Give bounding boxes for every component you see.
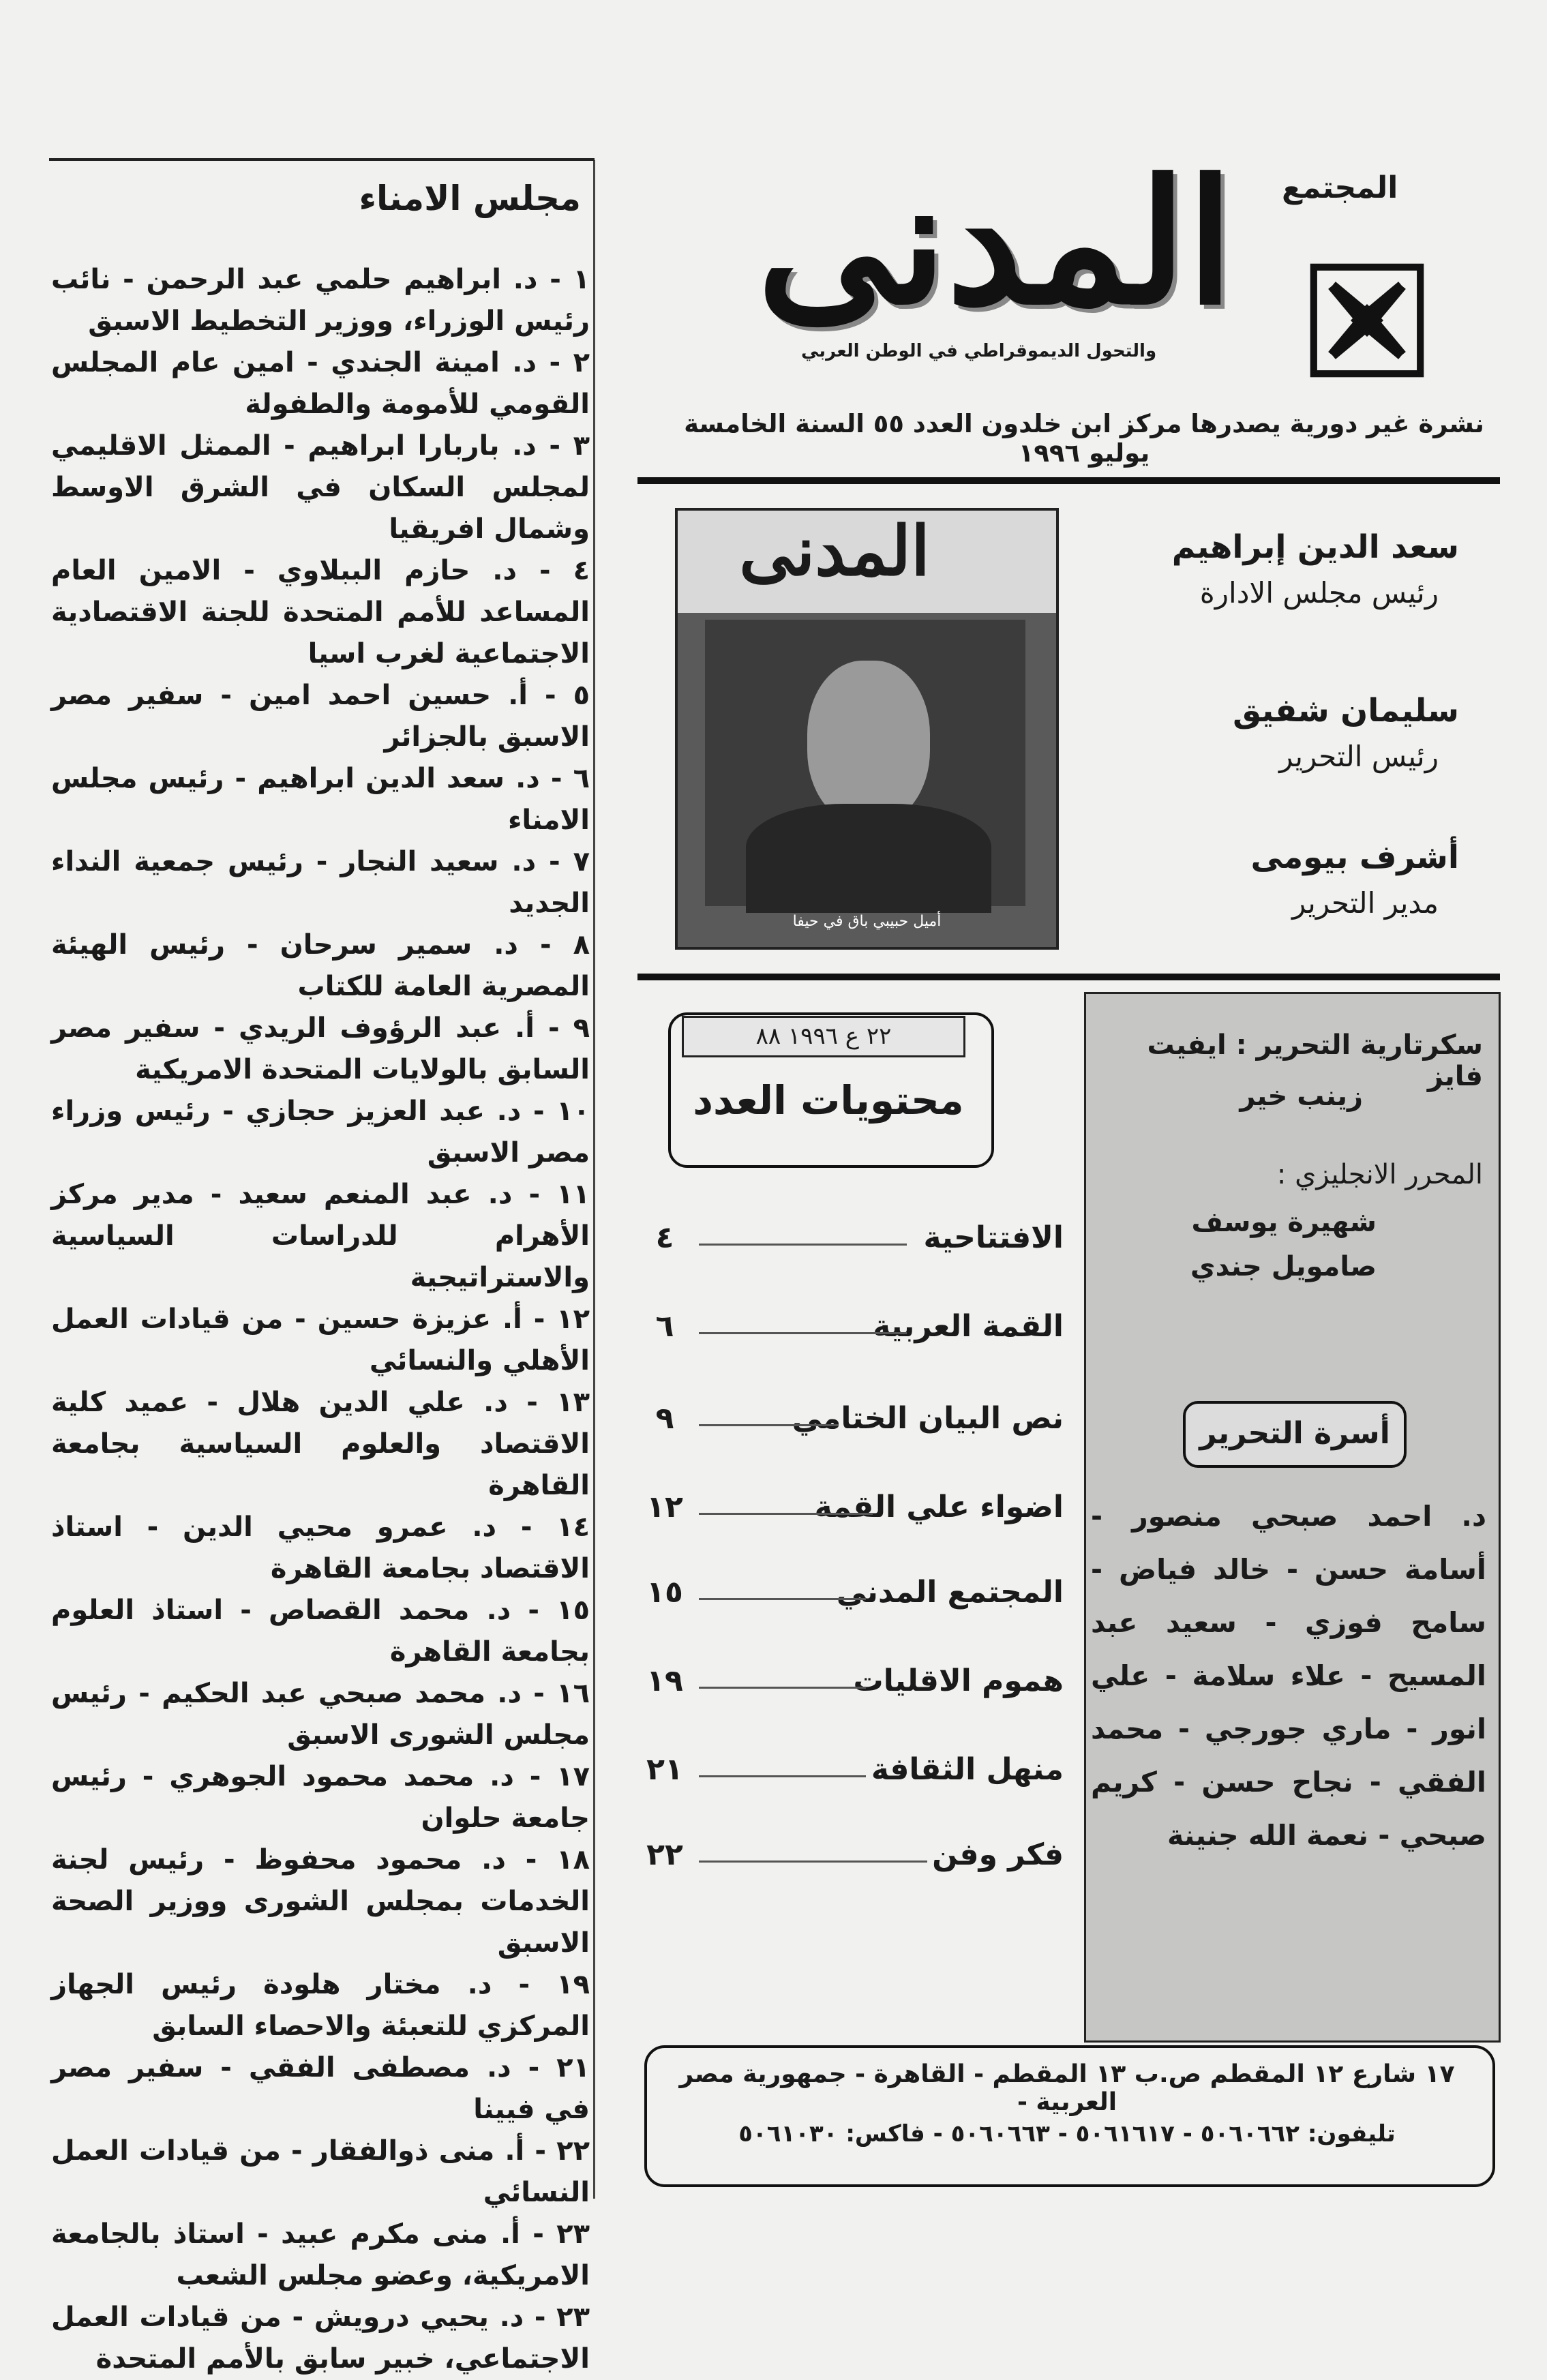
toc-item[interactable] bbox=[637, 1490, 1064, 1531]
english-editor-name: صامويل جندي bbox=[1190, 1251, 1377, 1282]
chairman-role: رئيس مجلس الادارة bbox=[1199, 576, 1439, 609]
toc-label: الافتتاحية bbox=[923, 1220, 1064, 1255]
board-members-list bbox=[51, 259, 590, 2380]
board-member: ٧ - د. سعيد النجار - رئيس جمعية النداء الجديد bbox=[51, 846, 590, 919]
toc-leader bbox=[699, 1244, 907, 1246]
toc-item[interactable] bbox=[637, 1309, 1064, 1350]
english-editor-label: المحرر الانجليزي : bbox=[1276, 1159, 1483, 1190]
toc-leader bbox=[699, 1687, 866, 1689]
cover-caption: أميل حبيبي باق في حيفا bbox=[792, 913, 942, 930]
board-member: ١٩ - د. مختار هلودة رئيس الجهاز المركزي للتعبئة والاحصاء السابق bbox=[51, 1969, 590, 2042]
portrait-face bbox=[807, 661, 930, 824]
editorial-family-list: د. احمد صبحي منصور - أسامة حسن - خالد فياض - سامح فوزي - سعيد عبد المسيح - علاء سلامة - علي انور - ماري جورجي - محمد الفقي - نجاح حسن - كريم صبحي - نعمة الله جنينة bbox=[1091, 1500, 1486, 1852]
knot-logo-icon bbox=[1309, 262, 1425, 378]
toc-leader bbox=[699, 1775, 866, 1777]
divider bbox=[637, 477, 1500, 484]
board-member: ٨ - د. سمير سرحان - رئيس الهيئة المصرية العامة للكتاب bbox=[51, 929, 590, 1002]
board-title: مجلس الامناء bbox=[359, 179, 581, 218]
board-member: ١٢ - أ. عزيزة حسين - من قيادات العمل الأهلي والنسائي bbox=[51, 1304, 590, 1376]
toc-page: ٢١ bbox=[646, 1752, 683, 1787]
board-member: ٥ - أ. حسين احمد امين - سفير مصر الاسبق بالجزائر bbox=[51, 680, 590, 753]
board-member: ١٥ - د. محمد القصاص - استاذ العلوم بجامعة القاهرة bbox=[51, 1595, 590, 1668]
toc-leader bbox=[699, 1861, 927, 1863]
managing-editor-name: أشرف بيومى bbox=[1250, 839, 1459, 876]
toc-page: ٢٢ bbox=[646, 1837, 683, 1872]
board-member: ١٠ - د. عبد العزيز حجازي - رئيس وزراء مصر الاسبق bbox=[51, 1096, 590, 1169]
toc-page: ٦ bbox=[655, 1309, 674, 1344]
phone-fax: تليفون: ٥٠٦٠٦٦٢ - ٥٠٦١٦١٧ - ٥٠٦٠٦٦٣ - فاكس: ٥٠٦١٠٣٠ bbox=[738, 2120, 1396, 2148]
masthead-title: المدنى bbox=[757, 142, 1234, 342]
board-member: ١ - د. ابراهيم حلمي عبد الرحمن - نائب رئيس الوزراء، ووزير التخطيط الاسبق bbox=[51, 264, 590, 337]
cover-image bbox=[675, 508, 1059, 950]
masthead-small-title: المجتمع bbox=[1282, 170, 1398, 205]
portrait-body bbox=[746, 804, 991, 913]
board-member: ١٨ - د. محمود محفوظ - رئيس لجنة الخدمات بمجلس الشورى ووزير الصحة الاسبق bbox=[51, 1844, 590, 1959]
editor-in-chief-name: سليمان شفيق bbox=[1233, 692, 1459, 729]
toc-item[interactable] bbox=[637, 1220, 1064, 1261]
toc-leader bbox=[699, 1598, 866, 1600]
board-member: ٢٣ - أ. منى مكرم عبيد - استاذ بالجامعة الامريكية، وعضو مجلس الشعب bbox=[51, 2218, 590, 2291]
board-top-rule bbox=[49, 158, 595, 161]
secretary-name: ايفيت فايز bbox=[1147, 1029, 1483, 1092]
board-member: ٣ - د. باربارا ابراهيم - الممثل الاقليمي لمجلس السكان في الشرق الاوسط وشمال افريقيا bbox=[51, 430, 590, 545]
toc-page: ٩ bbox=[655, 1401, 674, 1436]
board-member: ٢ - د. امينة الجندي - امين عام المجلس القومي للأمومة والطفولة bbox=[51, 347, 590, 420]
toc-page: ١٥ bbox=[646, 1575, 683, 1610]
toc-leader bbox=[699, 1513, 873, 1515]
editor-in-chief-role: رئيس التحرير bbox=[1279, 740, 1439, 773]
toc-label: منهل الثقافة bbox=[871, 1752, 1064, 1787]
toc-label: اضواء علي القمة bbox=[814, 1490, 1064, 1524]
board-member: ١٧ - د. محمد محمود الجوهري - رئيس جامعة حلوان bbox=[51, 1761, 590, 1834]
board-member: ١٣ - د. علي الدين هلال - عميد كلية الاقتصاد والعلوم السياسية بجامعة القاهرة bbox=[51, 1387, 590, 1501]
toc-item[interactable] bbox=[637, 1663, 1064, 1704]
managing-editor-role: مدير التحرير bbox=[1291, 886, 1439, 920]
toc-item[interactable] bbox=[637, 1401, 1064, 1442]
secretary-name: زينب خير bbox=[1240, 1081, 1363, 1112]
board-member: ٦ - د. سعد الدين ابراهيم - رئيس مجلس الامناء bbox=[51, 763, 590, 836]
chairman-name: سعد الدين إبراهيم bbox=[1171, 528, 1459, 566]
divider bbox=[637, 974, 1500, 980]
board-member: ٤ - د. حازم الببلاوي - الامين العام المساعد للأمم المتحدة للجنة الاقتصادية الاجتماعية لغرب اسيا bbox=[51, 555, 590, 669]
archive-stamp: ٢٢ ع ١٩٩٦ ٨٨ bbox=[682, 1016, 965, 1057]
board-member: ١٤ - د. عمرو محيي الدين - استاذ الاقتصاد بجامعة القاهرة bbox=[51, 1511, 590, 1584]
board-member: ٩ - أ. عبد الرؤوف الريدي - سفير مصر السابق بالولايات المتحدة الامريكية bbox=[51, 1012, 590, 1085]
toc-label: فكر وفن bbox=[932, 1837, 1064, 1872]
english-editor-name: شهيرة يوسف bbox=[1191, 1207, 1377, 1238]
issue-info-line: نشرة غير دورية يصدرها مركز ابن خلدون العدد ٥٥ السنة الخامسة يوليو ١٩٩٦ bbox=[684, 409, 1484, 468]
toc-leader bbox=[699, 1332, 907, 1334]
toc-item[interactable] bbox=[637, 1837, 1064, 1878]
board-member: ١١ - د. عبد المنعم سعيد - مدير مركز الأهرام للدراسات السياسية والاستراتيجية bbox=[51, 1179, 590, 1293]
toc-label: نص البيان الختامي bbox=[792, 1401, 1064, 1436]
board-member: ١٦ - د. محمد صبحي عبد الحكيم - رئيس مجلس الشورى الاسبق bbox=[51, 1678, 590, 1751]
toc-label: المجتمع المدني bbox=[836, 1575, 1064, 1610]
cover-title: المدنى bbox=[739, 511, 930, 591]
masthead-subtitle: والتحول الديموقراطي في الوطن العربي bbox=[801, 341, 1157, 361]
toc-label: القمة العربية bbox=[873, 1309, 1064, 1344]
toc-leader bbox=[699, 1424, 839, 1426]
board-member: ٢٢ - أ. منى ذوالفقار - من قيادات العمل النسائي bbox=[51, 2135, 590, 2208]
secretary-label: سكرتارية التحرير : bbox=[1235, 1029, 1483, 1061]
toc-page: ٤ bbox=[655, 1220, 674, 1255]
toc-page: ١٩ bbox=[646, 1663, 683, 1698]
postal-address: ١٧ شارع ١٢ المقطم ص.ب ١٣ المقطم - القاهرة - جمهورية مصر العربية - bbox=[679, 2060, 1455, 2116]
toc-item[interactable] bbox=[637, 1575, 1064, 1616]
board-member: ٢٣ - د. يحيي درويش - من قيادات العمل الاجتماعي، خبير سابق بالأمم المتحدة bbox=[51, 2302, 590, 2375]
cover-portrait bbox=[705, 620, 1025, 906]
toc-page: ١٢ bbox=[646, 1490, 683, 1524]
editorial-family-title: أسرة التحرير bbox=[1183, 1401, 1407, 1468]
toc-item[interactable] bbox=[637, 1752, 1064, 1793]
toc-label: هموم الاقليات bbox=[853, 1663, 1064, 1698]
contents-title: محتويات العدد bbox=[693, 1077, 964, 1124]
board-member: ٢١ - د. مصطفى الفقي - سفير مصر في فيينا bbox=[51, 2052, 590, 2125]
